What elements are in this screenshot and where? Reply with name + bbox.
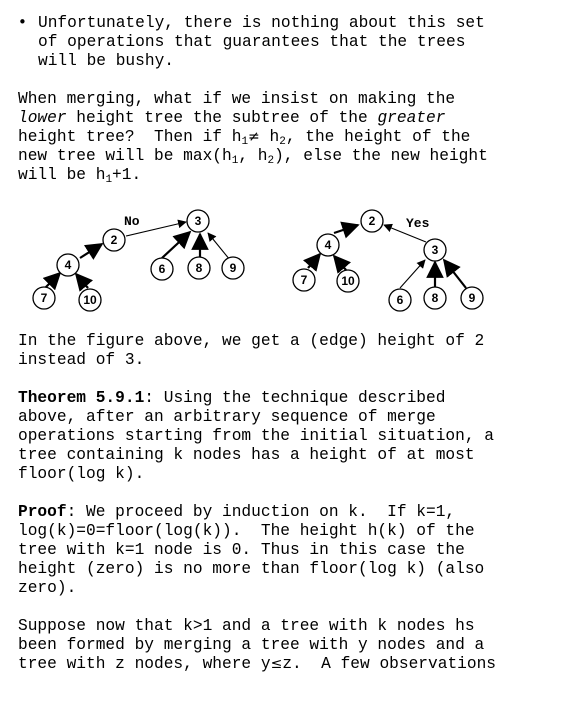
yes-label: Yes xyxy=(406,216,430,231)
bullet-line-3: will be bushy. xyxy=(38,52,174,70)
merge-line-3a: height tree? Then if h xyxy=(18,128,242,146)
theorem-paragraph xyxy=(18,389,574,484)
no-label: No xyxy=(124,214,140,229)
svg-text:7: 7 xyxy=(40,291,48,305)
not-equal-symbol: ≠ xyxy=(248,129,260,145)
theorem-line-3: operations starting from the initial situation, a xyxy=(18,427,494,445)
svg-text:10: 10 xyxy=(341,274,355,288)
less-equal-symbol: ≤ xyxy=(270,656,283,672)
tree-node xyxy=(317,234,339,256)
caption-line-1: In the figure above, we get a (edge) height of 2 xyxy=(18,332,485,350)
merge-line-4b: , h xyxy=(238,147,268,165)
figure-caption-paragraph xyxy=(18,332,574,370)
tree-node xyxy=(188,257,210,279)
merge-line-4a: new tree will be max(h xyxy=(18,147,232,165)
induction-line-1: Suppose now that k>1 and a tree with k nodes hs xyxy=(18,617,475,635)
subscript: 1 xyxy=(231,155,239,167)
proof-line-3: tree with k=1 node is 0. Thus in this case the xyxy=(18,541,465,559)
theorem-label: Theorem 5.9.1 xyxy=(18,389,145,407)
svg-text:10: 10 xyxy=(83,293,97,307)
edge-10-to-4 xyxy=(76,274,88,288)
merge-line-1: When merging, what if we insist on making the xyxy=(18,90,456,108)
tree-node xyxy=(424,239,446,261)
merge-line-5a: will be h xyxy=(18,166,106,184)
merge-line-3c: , the height of the xyxy=(285,128,471,146)
edge-4-to-2 xyxy=(334,225,358,233)
svg-text:3: 3 xyxy=(431,243,439,257)
svg-text:4: 4 xyxy=(324,238,332,252)
merge-line-2: height tree the subtree of the xyxy=(66,109,378,127)
tree-node xyxy=(389,289,411,311)
edge-9-to-3 xyxy=(444,260,466,288)
svg-text:2: 2 xyxy=(110,233,118,247)
tree-node xyxy=(461,287,483,309)
svg-text:8: 8 xyxy=(431,291,439,305)
tree-node xyxy=(33,287,55,309)
svg-text:3: 3 xyxy=(194,214,202,228)
proof-paragraph xyxy=(18,503,574,598)
proof-line-2: log(k)=0=floor(log(k)). The height h(k) of the xyxy=(18,522,475,540)
proof-line-4: height (zero) is no more than floor(log k) (also xyxy=(18,560,485,578)
tree-node xyxy=(57,254,79,276)
tree-node xyxy=(151,258,173,280)
bullet-line-2: of operations that guarantees that the trees xyxy=(38,33,466,51)
induction-line-3b: z. A few observations xyxy=(282,655,497,673)
svg-text:4: 4 xyxy=(64,258,72,272)
subscript: 2 xyxy=(279,136,286,148)
svg-text:9: 9 xyxy=(468,291,476,305)
bullet-marker: • xyxy=(18,13,27,31)
tree-node xyxy=(79,289,101,311)
merge-line-4c: ), else the new height xyxy=(274,147,488,165)
svg-text:8: 8 xyxy=(195,261,203,275)
merge-line-3b: h xyxy=(259,128,280,146)
induction-line-2: been formed by merging a tree with y nodes and a xyxy=(18,636,485,654)
tree-node xyxy=(187,210,209,232)
emphasis-lower: lower xyxy=(18,109,67,127)
edge-7-to-4 xyxy=(45,273,60,288)
svg-text:7: 7 xyxy=(300,273,308,287)
emphasis-greater: greater xyxy=(377,109,446,127)
proof-line-1: : We proceed by induction on k. If k=1, xyxy=(66,503,456,521)
merge-paragraph xyxy=(18,90,574,185)
merge-line-5b: +1. xyxy=(112,166,142,184)
proof-line-5: zero). xyxy=(18,579,77,597)
tree-node xyxy=(222,257,244,279)
edge-9-to-3 xyxy=(208,233,230,260)
edge-7-to-4 xyxy=(308,254,320,268)
caption-line-2: instead of 3. xyxy=(18,351,145,369)
tree-node xyxy=(424,287,446,309)
tree-node xyxy=(103,229,125,251)
bullet-line-1: Unfortunately, there is nothing about this set xyxy=(38,14,485,32)
induction-paragraph xyxy=(18,617,574,674)
theorem-line-5: floor(log k). xyxy=(18,465,145,483)
edge-4-to-2 xyxy=(80,244,102,258)
theorem-line-2: above, after an arbitrary sequence of merge xyxy=(18,408,436,426)
induction-line-3a: tree with z nodes, where y xyxy=(18,655,271,673)
svg-text:6: 6 xyxy=(158,262,166,276)
svg-text:2: 2 xyxy=(368,214,376,228)
svg-text:9: 9 xyxy=(229,261,237,275)
tree-node xyxy=(361,210,383,232)
subscript: 2 xyxy=(267,155,275,167)
left-tree xyxy=(33,210,244,311)
subscript: 1 xyxy=(105,174,113,186)
theorem-line-4: tree containing k nodes has a height of at most xyxy=(18,446,475,464)
theorem-line-1: : Using the technique described xyxy=(144,389,446,407)
svg-text:6: 6 xyxy=(396,293,404,307)
subscript: 1 xyxy=(241,136,249,148)
edge-10-to-4 xyxy=(334,256,346,270)
tree-node xyxy=(293,269,315,291)
merge-trees-figure xyxy=(0,200,579,320)
tree-node xyxy=(337,270,359,292)
proof-label: Proof xyxy=(18,503,67,521)
bullet-paragraph xyxy=(38,14,485,71)
right-tree xyxy=(293,210,483,311)
edge-6-to-3 xyxy=(162,232,190,258)
edge-6-to-3 xyxy=(400,260,425,288)
